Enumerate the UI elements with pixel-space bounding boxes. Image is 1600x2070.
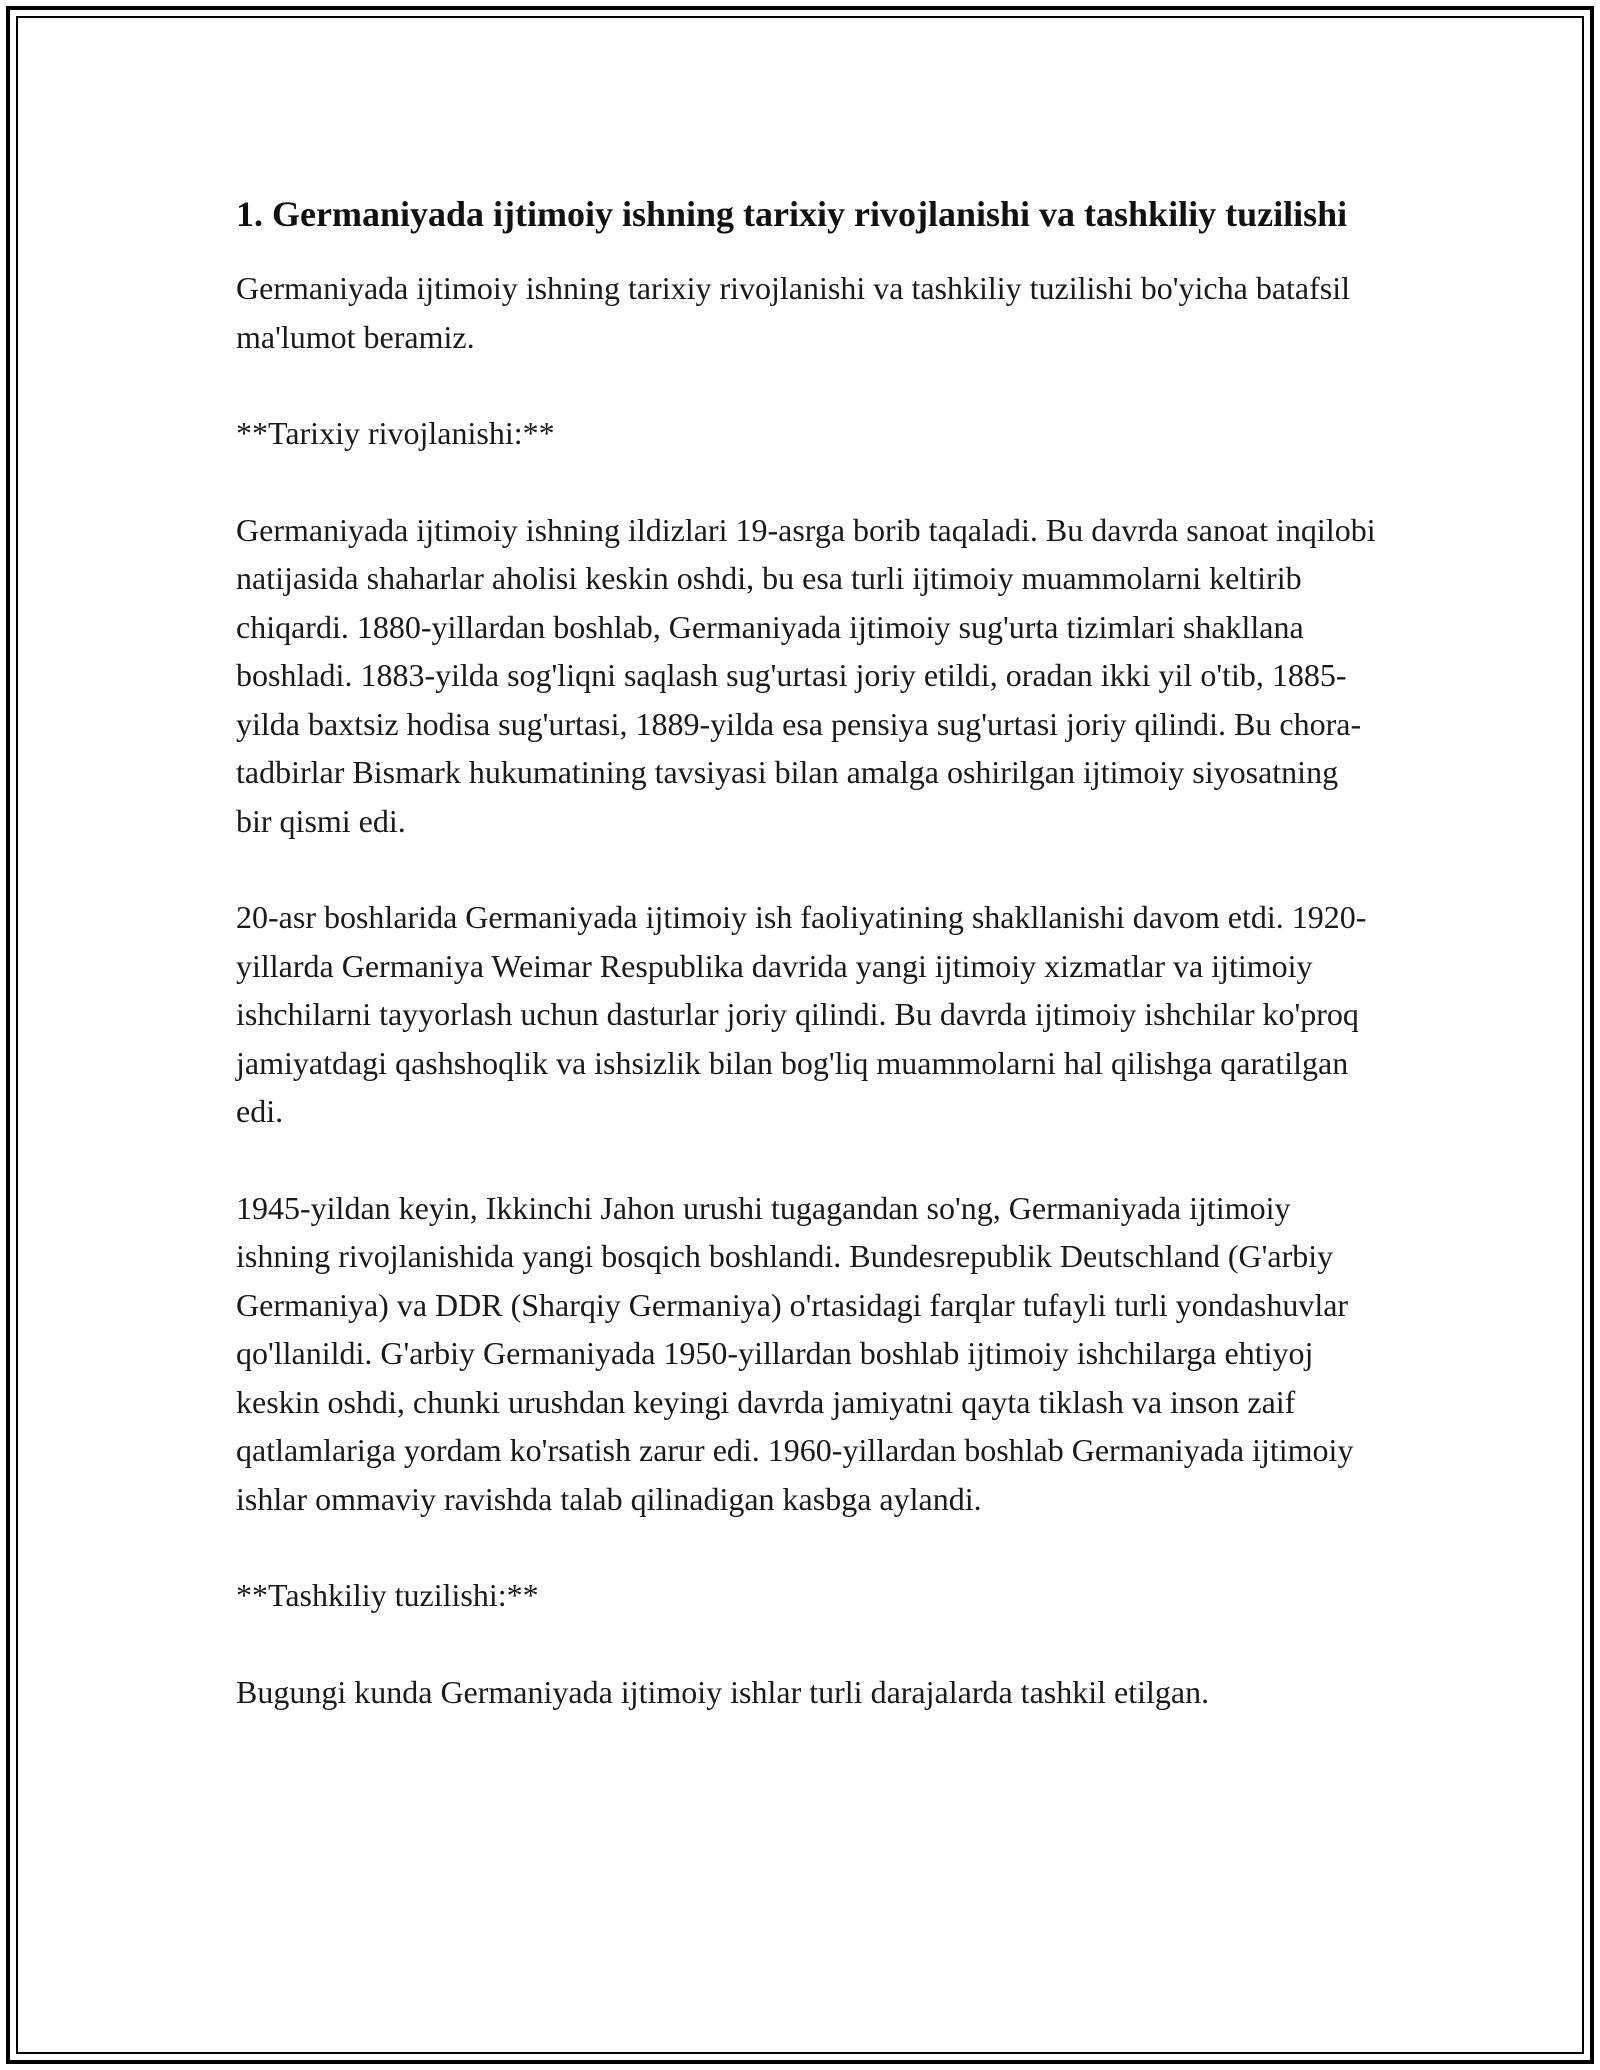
history-paragraph-20th-century: 20-asr boshlarida Germaniyada ijtimoiy ish faoliyatining shakllanishi davom etdi. 1920-yillarda Germaniya Weimar Respublika davrida yangi ijtimoiy xizmatlar va ijtimoiy ishchilarni tayyorlash uchun dasturlar joriy qilindi. Bu davrda ijtimoiy ishchilar ko'proq jamiyatdagi qashshoqlik va ishsizlik bilan bog'liq muammolarni hal qilishga qaratilgan edi. bbox=[236, 899, 1367, 1129]
structure-paragraph: Bugungi kunda Germaniyada ijtimoiy ishlar turli darajalarda tashkil etilgan. bbox=[236, 1673, 1210, 1710]
section-heading: 1. Germaniyada ijtimoiy ishning tarixiy rivojlanishi va tashkiliy tuzilishi bbox=[236, 194, 1348, 234]
intro-paragraph: Germaniyada ijtimoiy ishning tarixiy rivojlanishi va tashkiliy tuzilishi bo'yicha batafsil ma'lumot beramiz. bbox=[236, 270, 1351, 355]
section-label-history: **Tarixiy rivojlanishi:** bbox=[236, 415, 555, 451]
history-paragraph-19th-century: Germaniyada ijtimoiy ishning ildizlari 19-asrga borib taqaladi. Bu davrda sanoat inqilobi natijasida shaharlar aholisi keskin oshdi, bu esa turli ijtimoiy muammolarni keltirib chiqardi. 1880-yillardan boshlab, Germaniyada ijtimoiy sug'urta tizimlari shakllana boshladi. 1883-yilda sog'liqni saqlash sug'urtasi joriy etildi, oradan ikki yil o'tib, 1885-yilda baxtsiz hodisa sug'urtasi, 1889-yilda esa pensiya sug'urtasi joriy qilindi. Bu chora-tadbirlar Bismark hukumatining tavsiyasi bilan amalga oshirilgan ijtimoiy siyosatning bir qismi edi. bbox=[236, 511, 1376, 839]
history-paragraph-post-1945: 1945-yildan keyin, Ikkinchi Jahon urushi tugagandan so'ng, Germaniyada ijtimoiy ishning rivojlanishida yangi bosqich boshlandi. Bundesrepublik Deutschland (G'arbiy Germaniya) va DDR (Sharqiy Germaniya) o'rtasidagi farqlar tufayli turli yondashuvlar qo'llanildi. G'arbiy Germaniyada 1950-yillardan boshlab ijtimoiy ishchilarga ehtiyoj keskin oshdi, chunki urushdan keyingi davrda jamiyatni qayta tiklash va inson zaif qatlamlariga yordam ko'rsatish zarur edi. 1960-yillardan boshlab Germaniyada ijtimoiy ishlar ommaviy ravishda talab qilinadigan kasbga aylandi. bbox=[236, 1189, 1354, 1517]
document-body bbox=[236, 186, 1376, 1716]
section-label-structure: **Tashkiliy tuzilishi:** bbox=[236, 1577, 539, 1613]
